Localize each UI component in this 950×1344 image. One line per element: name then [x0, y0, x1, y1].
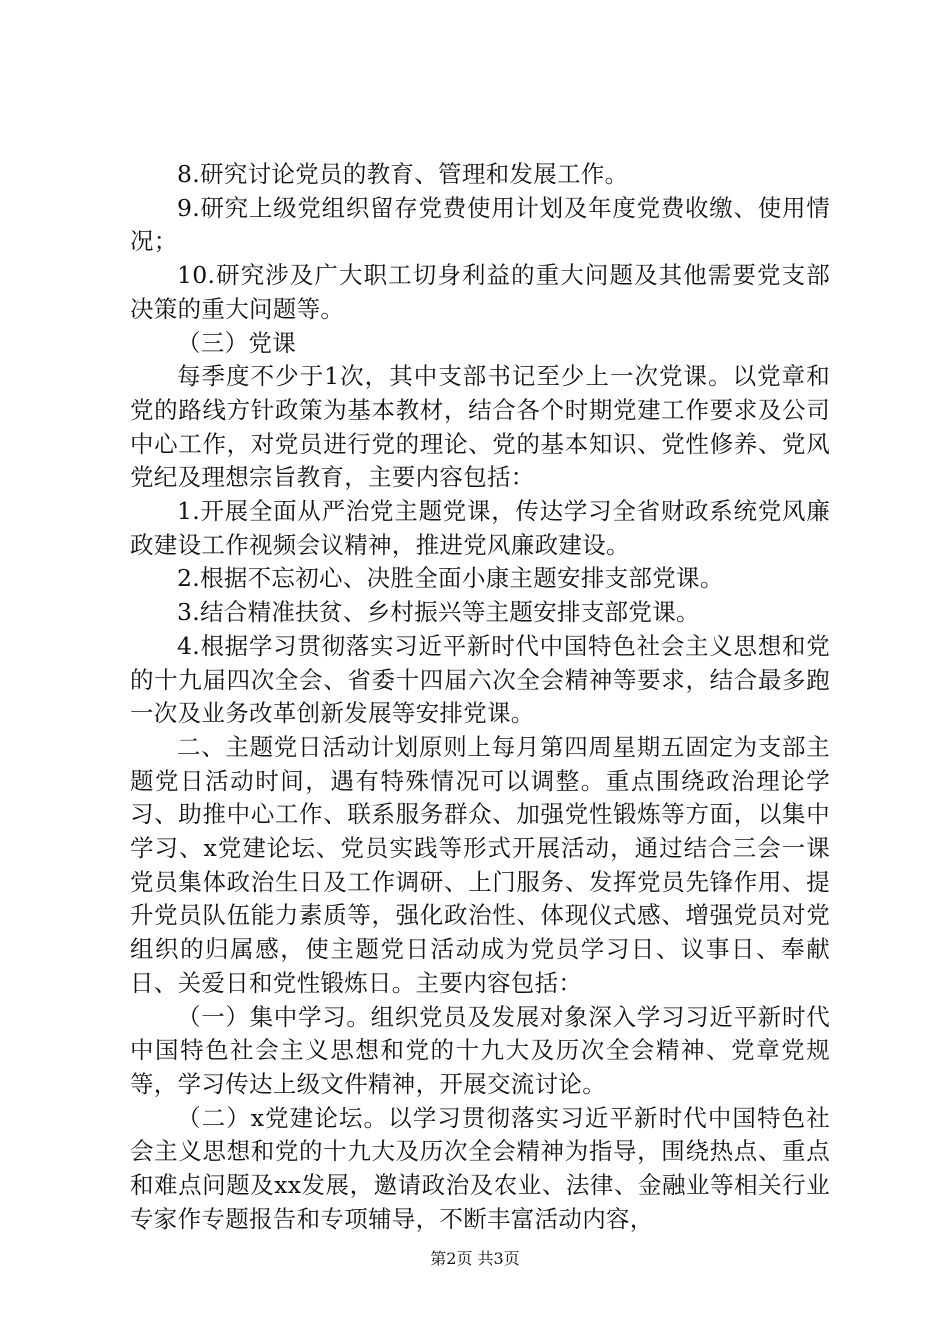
section-heading-party-lecture: （三）党课: [177, 328, 296, 357]
paragraph-lecture-item-3: 3.结合精准扶贫、乡村振兴等主题安排支部党课。: [177, 598, 700, 627]
paragraph-party-lecture-intro: 每季度不少于1次，其中支部书记至少上一次党课。以党章和党的路线方针政策为基本教材，结合各个时期党建工作要求及公司中心工作，对党员进行党的理论、党的基本知识、党性修养、党风党纪及理想宗旨教育，主要内容包括：: [130, 362, 830, 492]
paragraph-item-9: 9.研究上级党组织留存党费使用计划及年度党费收缴、使用情况；: [130, 193, 830, 256]
paragraph-item-8: 8.研究讨论党员的教育、管理和发展工作。: [177, 160, 629, 188]
paragraph-item-10: 10.研究涉及广大职工切身利益的重大问题及其他需要党支部决策的重大问题等。: [130, 261, 830, 323]
page-number-footer: 第2页 共3页: [430, 1249, 520, 1268]
paragraph-lecture-item-1: 1.开展全面从严治党主题党课，传达学习全省财政系统党风廉政建设工作视频会议精神，推进党风廉政建设。: [130, 497, 830, 559]
paragraph-theme-day-plan: 二、主题党日活动计划原则上每月第四周星期五固定为支部主题党日活动时间，遇有特殊情况可以调整。重点围绕政治理论学习、助推中心工作、联系服务群众、加强党性锻炼等方面，以集中学习、x党建论坛、党员实践等形式开展活动，通过结合三会一课党员集体政治生日及工作调研、上门服务、发挥党员先锋作用、提升党员队伍能力素质等，强化政治性、体现仪式感、增强党员对党组织的归属感，使主题党日活动成为党员学习日、议事日、奉献日、关爱日和党性锻炼日。主要内容包括：: [130, 732, 830, 997]
paragraph-party-forum: （二）x党建论坛。以学习贯彻落实习近平新时代中国特色社会主义思想和党的十九大及历次全会精神为指导，围绕热点、重点和难点问题及xx发展，邀请政治及农业、法律、金融业等相关行业专家作专题报告和专项辅导，不断丰富活动内容，: [130, 1103, 830, 1233]
document-body: [130, 158, 830, 1237]
paragraph-centralized-study: （一）集中学习。组织党员及发展对象深入学习习近平新时代中国特色社会主义思想和党的十九大及历次全会精神、党章党规等，学习传达上级文件精神，开展交流讨论。: [130, 1002, 830, 1098]
paragraph-lecture-item-4: 4.根据学习贯彻落实习近平新时代中国特色社会主义思想和党的十九届四次全会、省委十四届六次全会精神等要求，结合最多跑一次及业务改革创新发展等安排党课。: [130, 631, 830, 728]
paragraph-lecture-item-2: 2.根据不忘初心、决胜全面小康主题安排支部党课。: [177, 564, 724, 593]
